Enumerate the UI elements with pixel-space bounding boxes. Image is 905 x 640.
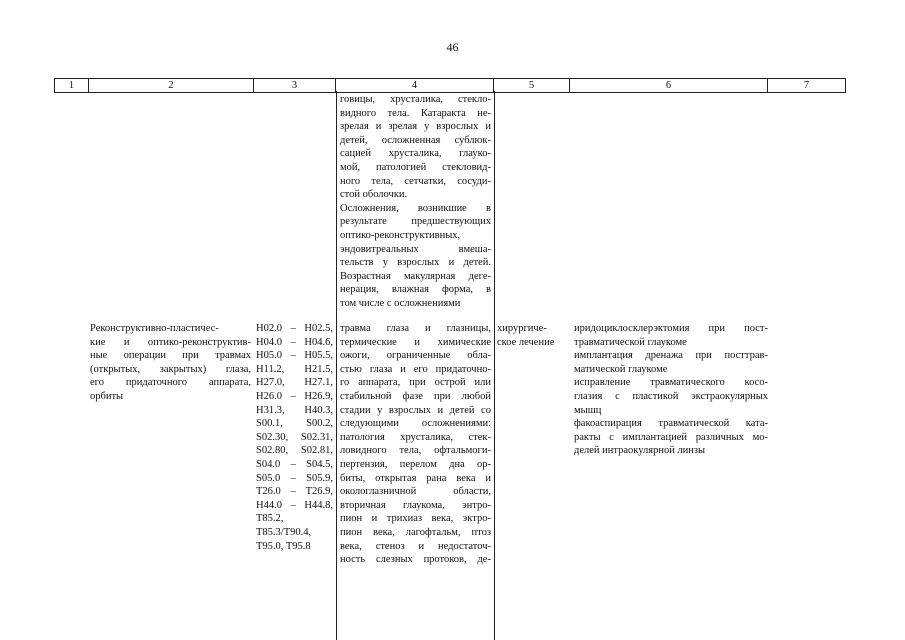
- code-line: H04.0 – H04.6,: [256, 336, 333, 348]
- text-line: биты, открытая рана века и: [340, 472, 491, 484]
- code-line: T85.2,: [256, 513, 284, 525]
- text-line: (открытых, закрытых) глаза,: [90, 363, 251, 375]
- code-line: S00.1, S00.2,: [256, 418, 333, 430]
- text-line: ность слезных протоков, де-: [340, 554, 491, 566]
- text-line: мой, патологией стекловид-: [340, 161, 491, 173]
- treatment-name-cell: [90, 322, 251, 404]
- text-line: Осложнения, возникшие в: [340, 202, 491, 214]
- text-line: нерация, влажная форма, в: [340, 284, 491, 296]
- text-line: исправление травматического косо-: [574, 377, 768, 389]
- column-divider: [336, 91, 337, 640]
- code-line: H02.0 – H02.5,: [256, 323, 333, 334]
- code-line: T26.0 – T26.9,: [256, 486, 333, 498]
- text-line: тельств у взрослых и детей.: [340, 257, 491, 269]
- text-line: го аппарата, при острой или: [340, 377, 491, 389]
- header-col-2: 2: [88, 79, 253, 92]
- text-line: сацией хрусталика, глауко-: [340, 148, 491, 160]
- code-line: H44.0 – H44.8,: [256, 499, 333, 511]
- text-line: травматической глаукоме: [574, 336, 687, 348]
- text-line: пион и трихиаз века, эктро-: [340, 513, 491, 525]
- text-line: говицы, хрусталика, стекло-: [340, 94, 491, 105]
- header-col-7: 7: [767, 79, 846, 92]
- diagnosis-cell: [340, 322, 491, 567]
- code-line: S05.0 – S05.9,: [256, 472, 333, 484]
- text-line: стой оболочки.: [340, 189, 408, 201]
- text-line: матической глаукоме: [574, 363, 668, 375]
- text-line: пион века, лагофтальм, птоз: [340, 526, 491, 538]
- text-line: факоаспирация травматической ката-: [574, 418, 768, 430]
- text-line: стадии у взрослых и детей со: [340, 404, 491, 416]
- text-line: имплантация дренажа при посттрав-: [574, 350, 768, 362]
- text-line: оптико-реконструктивных,: [340, 229, 461, 241]
- header-col-1: 1: [54, 79, 88, 92]
- text-line: ракты с имплантацией различных мо-: [574, 431, 768, 443]
- text-line: стью глаза и его придаточно-: [340, 363, 491, 375]
- text-line: окологлазничной области,: [340, 486, 491, 498]
- code-line: H11.2, H21.5,: [256, 363, 333, 375]
- text-line: делей интраокулярной линзы: [574, 445, 706, 457]
- page-number: 46: [446, 40, 459, 54]
- code-line: H27.0, H27.1,: [256, 377, 333, 389]
- text-line: видного тела. Катаракта не-: [340, 107, 491, 119]
- text-line: ожоги, ограниченные обла-: [340, 350, 491, 362]
- text-line: эндовитреальных вмеша-: [340, 243, 491, 255]
- text-line: иридоциклосклерэктомия при пост-: [574, 323, 768, 334]
- text-line: вторичная глаукома, энтро-: [340, 499, 491, 511]
- text-line: кие и оптико-реконструктив-: [90, 336, 251, 348]
- code-line: H26.0 – H26.9,: [256, 390, 333, 402]
- column-divider: [494, 91, 495, 640]
- code-line: H31.3, H40.3,: [256, 404, 333, 416]
- text-line: пертензия, перелом дна ор-: [340, 458, 491, 470]
- text-line: века, стеноз и недостаточ-: [340, 540, 491, 552]
- treatment-methods-cell: [574, 322, 768, 458]
- text-line: Реконструктивно-пластичес-: [90, 323, 219, 334]
- text-line: хирургиче-: [497, 323, 547, 334]
- text-line: патология хрусталика, стек-: [340, 431, 491, 443]
- text-line: его придаточного аппарата,: [90, 377, 251, 389]
- text-line: глазия с пластикой экстраокулярных: [574, 390, 768, 402]
- text-line: детей, осложненная сублюк-: [340, 134, 491, 146]
- text-line: ловидного тела, офтальмоги-: [340, 445, 491, 457]
- header-col-5: 5: [493, 79, 569, 92]
- text-line: результате предшествующих: [340, 216, 491, 228]
- code-line: T85.3/T90.4,: [256, 526, 312, 538]
- text-line: орбиты: [90, 390, 124, 402]
- diagnosis-continuation-cell: [340, 93, 491, 311]
- text-line: том числе с осложнениями: [340, 297, 461, 309]
- treatment-type-cell: [497, 322, 571, 349]
- text-line: термические и химические: [340, 336, 491, 348]
- header-col-3: 3: [253, 79, 335, 92]
- code-line: H05.0 – H05.5,: [256, 350, 333, 362]
- code-line: T95.0, T95.8: [256, 540, 311, 552]
- text-line: Возрастная макулярная деге-: [340, 270, 491, 282]
- header-col-4: 4: [335, 79, 493, 92]
- text-line: травма глаза и глазницы,: [340, 323, 491, 334]
- text-line: зрелая и зрелая у взрослых и: [340, 121, 491, 133]
- text-line: следующими осложнениями:: [340, 418, 491, 430]
- text-line: ское лечение: [497, 336, 555, 348]
- text-line: мышц: [574, 404, 602, 416]
- text-line: ные операции при травмах: [90, 350, 251, 362]
- text-line: стабильной фазе при любой: [340, 390, 491, 402]
- table-header: [54, 78, 846, 93]
- header-col-6: 6: [569, 79, 767, 92]
- code-line: S02.80, S02.81,: [256, 445, 333, 457]
- code-line: S02.30, S02.31,: [256, 431, 333, 443]
- code-line: S04.0 – S04.5,: [256, 458, 333, 470]
- text-line: ного тела, сетчатки, сосуди-: [340, 175, 491, 187]
- icd-codes-cell: [256, 322, 333, 553]
